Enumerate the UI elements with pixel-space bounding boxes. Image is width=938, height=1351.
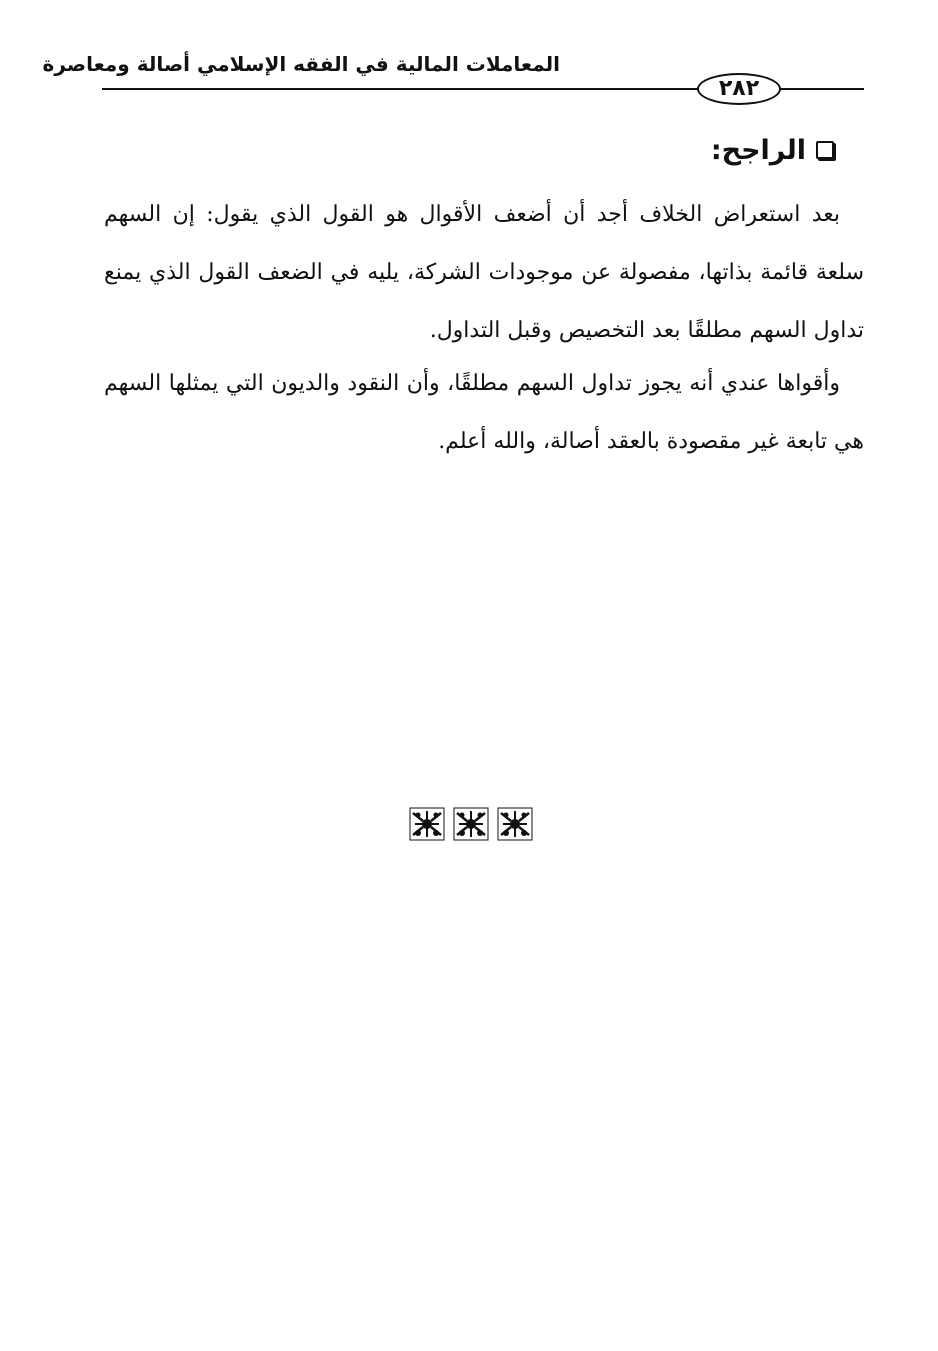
paragraph-1: بعد استعراض الخلاف أجد أن أضعف الأقوال هو القول الذي يقول: إن السهم سلعة قائمة بذاتها، مفصولة عن موجودات الشركة، يليه في الضعف القول الذي يمنع تداول السهم مطلقًا بعد التخصيص وقبل التداول. xyxy=(104,202,864,343)
running-header-title: المعاملات المالية في الفقه الإسلامي أصالة ومعاصرة xyxy=(42,52,560,76)
floral-ornament-icon xyxy=(453,807,489,841)
floral-ornament-icon xyxy=(409,807,445,841)
section-end-ornament xyxy=(409,806,533,842)
floral-ornament-icon xyxy=(497,807,533,841)
page-number: ٢٨٢ xyxy=(697,73,781,105)
paragraph-2: وأقواها عندي أنه يجوز تداول السهم مطلقًا، وأن النقود والديون التي يمثلها السهم هي تابعة غير مقصودة بالعقد أصالة، والله أعلم. xyxy=(104,371,864,454)
section-heading xyxy=(711,128,834,172)
section-heading-text: الراجح: xyxy=(710,134,806,166)
checkbox-square-icon xyxy=(816,141,834,159)
